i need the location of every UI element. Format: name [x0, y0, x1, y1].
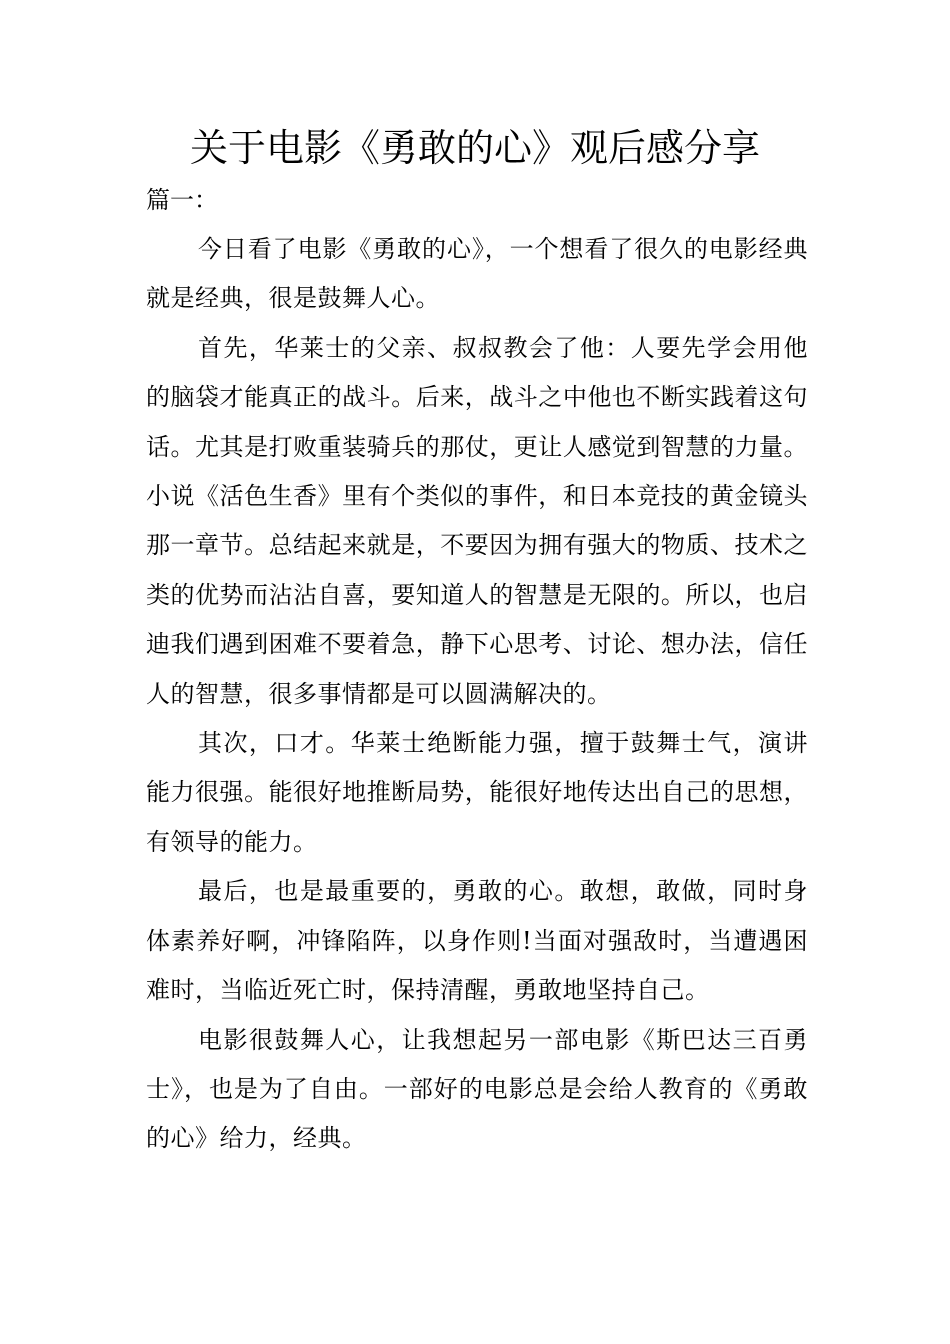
section-label: 篇一： [146, 186, 218, 214]
paragraph-2: 首先，华莱士的父亲、叔叔教会了他：人要先学会用他的脑袋才能真正的战斗。后来，战斗之中他也不断实践着这句话。尤其是打败重装骑兵的那仗，更让人感觉到智慧的力量。小说《活色生香》里有个类似的事件，和日本竞技的黄金镜头那一章节。总结起来就是，不要因为拥有强大的物质、技术之类的优势而沾沾自喜，要知道人的智慧是无限的。所以，也启迪我们遇到困难不要着急，静下心思考、讨论、想办法，信任人的智慧，很多事情都是可以圆满解决的。 [146, 333, 808, 708]
paragraph-4: 最后，也是最重要的，勇敢的心。敢想，敢做，同时身体素养好啊，冲锋陷阵，以身作则!当面对强敌时，当遭遇困难时，当临近死亡时，保持清醒，勇敢地坚持自己。 [146, 877, 808, 1005]
paragraph-1: 今日看了电影《勇敢的心》，一个想看了很久的电影经典就是经典，很是鼓舞人心。 [146, 235, 808, 313]
document-title: 关于电影《勇敢的心》观后感分享 [189, 126, 760, 170]
paragraph-3: 其次，口才。华莱士绝断能力强，擅于鼓舞士气，演讲能力很强。能很好地推断局势，能很好地传达出自己的思想，有领导的能力。 [146, 729, 808, 856]
paragraph-5: 电影很鼓舞人心，让我想起另一部电影《斯巴达三百勇士》，也是为了自由。一部好的电影总是会给人教育的《勇敢的心》给力，经典。 [146, 1025, 808, 1153]
document-body [146, 225, 808, 1164]
